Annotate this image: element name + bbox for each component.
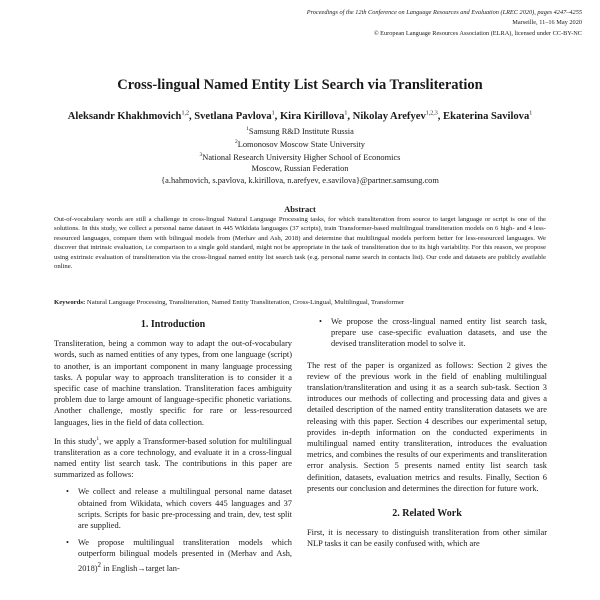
- keywords-text: Natural Language Processing, Transliteration, Named Entity Transliteration, Cross-Lingual, Multilingual, Transformer: [86, 299, 405, 306]
- section-heading-related-work: 2. Related Work: [392, 508, 462, 520]
- list-item: • We propose the cross-lingual named entity list search task, prepare use case-specific evaluation datasets, and use the devised transliteration model to solve it.: [331, 316, 547, 350]
- affiliation: $^1$Samsung R&D Institute Russia: [246, 126, 354, 136]
- affiliations: [0, 124, 600, 186]
- license-line: © European Language Resources Association (ELRA), licensed under CC-BY-NC: [373, 29, 582, 37]
- location-line: Marseille, 11–16 May 2020: [512, 19, 582, 27]
- keywords: [54, 298, 546, 307]
- city: Moscow, Russian Federation: [251, 164, 349, 174]
- outline-paragraph: The rest of the paper is organized as follows: Section 2 gives the review of the previous work in the field of enabling multilingual translation/transliteration and using it as a search sub-task. Section 3 introduces our methods of collecting and processing data and gives a detailed description of the named entity transliteration datasets we are releasing with this paper. Section 4 describes our experimental setup, provides in-depth information on the conducted experiments in multilingual named entity transliteration, introduces the evaluation metrics, and combines the results of our experiments and transliteration error analysis. Section 5 presents named entity list search task definition, datasets, evaluation metrics and results. Finally, Section 6 presents our conclusion and determines the direction for future work.: [307, 360, 547, 493]
- intro-paragraph-2: In this study$^1$, we apply a Transformer-based solution for multilingual transliteration as a core technology, and evaluate it in a cross-lingual named entity list search task. The contributions in this paper are summarized as follows:: [54, 435, 292, 480]
- abstract-text: Out-of-vocabulary words are still a challenge in cross-lingual Natural Language Processing tasks, for which transliteration from source to target language or script is one of the solutions. In this study, we collect a personal name dataset in 445 Wikidata languages (37 scripts), train Transformer-based multilingual transliteration models on 6 high- and 4 less-resourced languages, compare them with bilingual models from (Merhav and Ash, 2018) and determine that multilingual models perform better for less-resourced languages. We discover that intrinsic evaluation, i.e comparison to a single gold standard, might not be appropriate in the task of transliteration due to its high variability. For this reason, we propose using extrinsic evaluation of transliteration via the cross-lingual named entity list search task (e.g. personal name search in contacts list). Our code and datasets are publicly available online.: [54, 216, 546, 271]
- section-heading-introduction: 1. Introduction: [140, 319, 206, 330]
- author: Aleksandr Khakhmovich$^{1,2}$,: [67, 110, 195, 122]
- abstract-heading: Abstract: [284, 204, 316, 214]
- keywords-label: Keywords:: [54, 299, 86, 306]
- contributions-list: [54, 486, 292, 573]
- left-column: [54, 316, 292, 580]
- contributions-list-continued: [307, 316, 547, 350]
- proceedings-line: Proceedings of the 12th Conference on Language Resources and Evaluation (LREC 2020), pages 4247–4255: [306, 9, 582, 16]
- author-emails: {a.hahmovich, s.pavlova, k.kirillova, n.arefyev, e.savilova}@partner.samsung.com: [161, 175, 439, 185]
- paper-title: Cross-lingual Named Entity List Search via Transliteration: [117, 77, 483, 93]
- list-item: • We collect and release a multilingual personal name dataset obtained from Wikidata, which covers 445 languages and 37 scripts. Scripts for basic pre-processing and train, dev, test split are supplied.: [78, 486, 292, 531]
- affiliation: $^3$National Research University Higher School of Economics: [199, 152, 401, 162]
- right-column: [307, 316, 547, 556]
- affiliation: $^2$Lomonosov Moscow State University: [235, 139, 365, 149]
- author: Ekaterina Savilova$^1$: [443, 110, 533, 122]
- author-list: [0, 110, 600, 122]
- author: Nikolay Arefyev$^{1,2,3}$,: [352, 110, 444, 122]
- footnote-marker[interactable]: 2: [97, 560, 102, 569]
- related-work-paragraph: First, it is necessary to distinguish transliteration from other similar NLP tasks it can be easily confused with, which are: [307, 528, 547, 549]
- list-item: • We propose multilingual transliteration models which outperform bilingual models presented in (Merhav and Ash, 2018)$^2$ in English→target lan-: [78, 537, 292, 573]
- intro-paragraph-1: Transliteration, being a common way to adapt the out-of-vocabulary words, such as named entities of any types, from one language (script) to another, is an important component in many language processing tasks. A popular way to approach transliteration is to consider it a specific case of machine translation. Transliteration faces ambiguity problem due to large amount of language-specific phonetic variations. Another challenge, mostly specific for rare or less-resourced languages, lies in the field of data collection.: [54, 339, 292, 427]
- author: Kira Kirillova$^1$,: [279, 110, 353, 122]
- proceedings-header: [222, 8, 582, 39]
- author: Svetlana Pavlova$^1$,: [194, 110, 280, 122]
- footnote-marker[interactable]: 1: [96, 435, 100, 442]
